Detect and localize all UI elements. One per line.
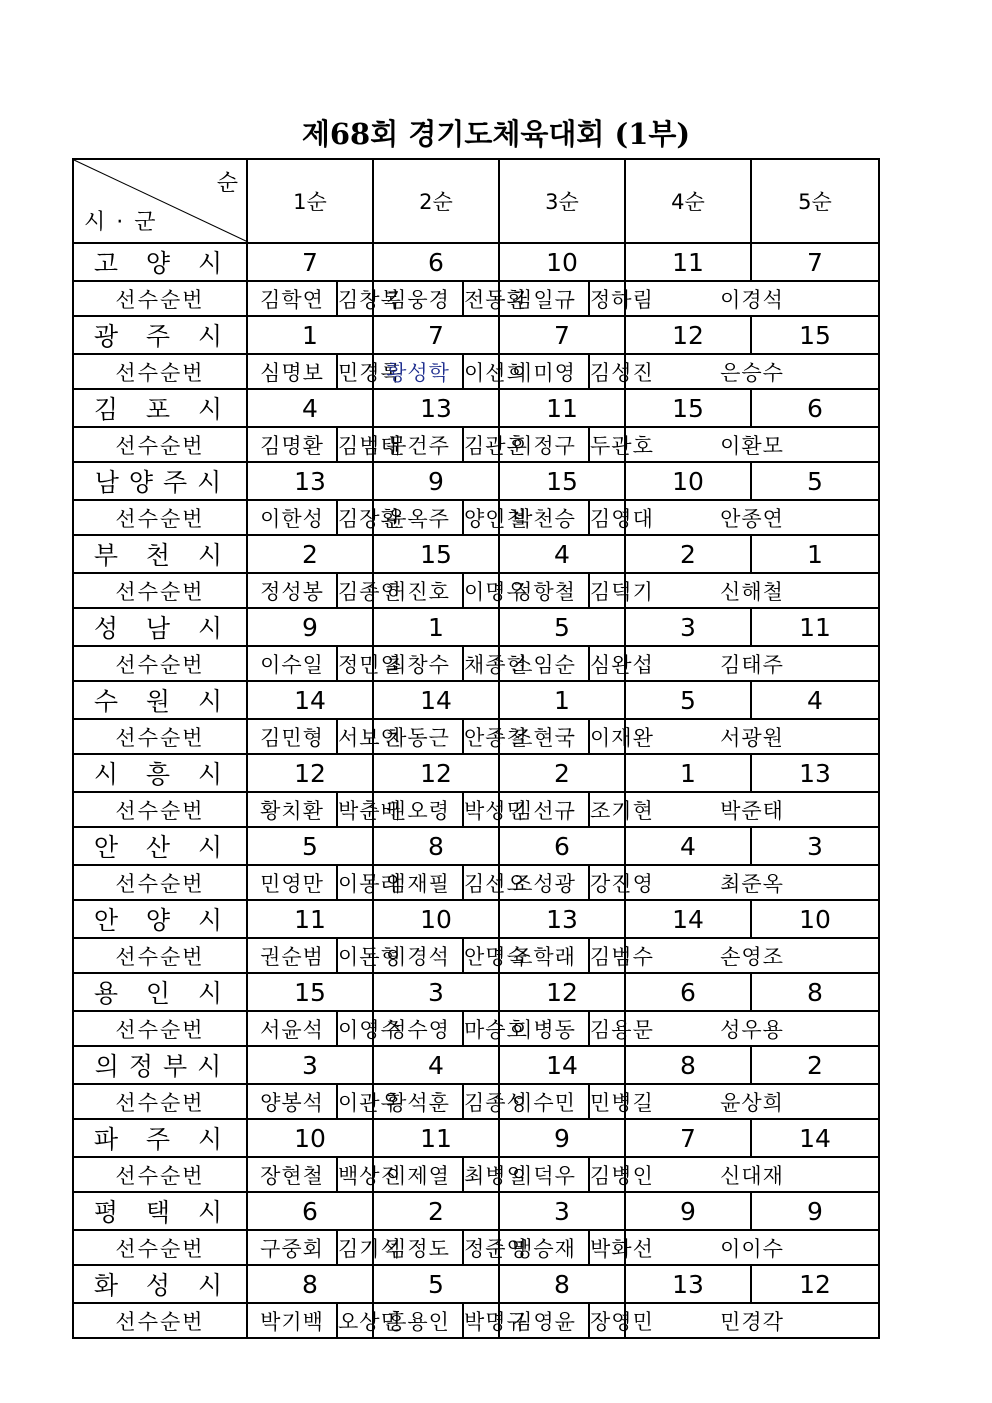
city-number-row xyxy=(73,462,879,500)
round-number: 10 xyxy=(373,900,499,938)
player-order-label: 선수순번 xyxy=(73,719,247,754)
player-name: 김웅경 xyxy=(373,281,463,316)
player-name: 장현철 xyxy=(247,1157,337,1192)
city-name: 고 양 시 xyxy=(73,243,247,281)
player-name: 성우용 xyxy=(625,1011,879,1046)
player-name: 윤상희 xyxy=(625,1084,879,1119)
round-number: 7 xyxy=(499,316,625,354)
player-name: 정준영 xyxy=(463,1230,499,1265)
city-name: 성 남 시 xyxy=(73,608,247,646)
player-order-row xyxy=(73,719,879,754)
player-name: 이정구 xyxy=(499,427,589,462)
round-number: 7 xyxy=(247,243,373,281)
player-order-row xyxy=(73,427,879,462)
player-name: 이관우 xyxy=(337,1084,373,1119)
city-number-row xyxy=(73,827,879,865)
round-number: 10 xyxy=(247,1119,373,1157)
player-name: 민경각 xyxy=(625,1303,879,1338)
round-number: 8 xyxy=(373,827,499,865)
player-name: 엄재필 xyxy=(373,865,463,900)
player-name: 손영조 xyxy=(625,938,879,973)
round-number: 4 xyxy=(373,1046,499,1084)
round-number: 8 xyxy=(625,1046,751,1084)
player-name: 정민일 xyxy=(337,646,373,681)
player-order-row xyxy=(73,1011,879,1046)
player-name: 최준옥 xyxy=(625,865,879,900)
player-order-row xyxy=(73,938,879,973)
city-name: 김 포 시 xyxy=(73,389,247,427)
player-order-row xyxy=(73,500,879,535)
player-name: 조현국 xyxy=(499,719,589,754)
city-name: 남양주시 xyxy=(73,462,247,500)
player-name: 이제열 xyxy=(373,1157,463,1192)
player-name: 이돈형 xyxy=(337,938,373,973)
round-number: 10 xyxy=(625,462,751,500)
round-number: 15 xyxy=(625,389,751,427)
player-name: 이명우 xyxy=(463,573,499,608)
round-number: 5 xyxy=(751,462,879,500)
round-number: 8 xyxy=(499,1265,625,1303)
player-name: 이이수 xyxy=(625,1230,879,1265)
round-number: 13 xyxy=(499,900,625,938)
player-name: 권오령 xyxy=(373,792,463,827)
round-number: 2 xyxy=(373,1192,499,1230)
player-name: 문건주 xyxy=(373,427,463,462)
player-name: 신대재 xyxy=(625,1157,879,1192)
round-number: 13 xyxy=(247,462,373,500)
round-number: 7 xyxy=(625,1119,751,1157)
round-number: 7 xyxy=(373,316,499,354)
player-order-row xyxy=(73,646,879,681)
player-name: 조학래 xyxy=(499,938,589,973)
player-name: 정하림 xyxy=(589,281,625,316)
round-number: 13 xyxy=(751,754,879,792)
city-name: 안 산 시 xyxy=(73,827,247,865)
round-number: 3 xyxy=(499,1192,625,1230)
round-number: 1 xyxy=(247,316,373,354)
player-name: 은승수 xyxy=(625,354,879,389)
player-name: 김명환 xyxy=(247,427,337,462)
player-name: 소임순 xyxy=(499,646,589,681)
player-name: 권순범 xyxy=(247,938,337,973)
city-number-row xyxy=(73,900,879,938)
player-name: 이재완 xyxy=(589,719,625,754)
corner-round-label: 순 xyxy=(216,171,238,196)
player-order-label: 선수순번 xyxy=(73,573,247,608)
player-order-row xyxy=(73,1157,879,1192)
round-number: 9 xyxy=(625,1192,751,1230)
round-number: 2 xyxy=(751,1046,879,1084)
player-name: 허진호 xyxy=(373,573,463,608)
round-number: 14 xyxy=(625,900,751,938)
round-number: 6 xyxy=(751,389,879,427)
player-name: 김학연 xyxy=(247,281,337,316)
round-number: 13 xyxy=(625,1265,751,1303)
round-number: 13 xyxy=(373,389,499,427)
round-header: 2순 xyxy=(373,159,499,243)
player-name: 조기현 xyxy=(589,792,625,827)
city-number-row xyxy=(73,535,879,573)
round-number: 8 xyxy=(751,973,879,1011)
player-order-label: 선수순번 xyxy=(73,281,247,316)
player-order-label: 선수순번 xyxy=(73,1084,247,1119)
round-number: 6 xyxy=(499,827,625,865)
round-header: 4순 xyxy=(625,159,751,243)
player-order-label: 선수순번 xyxy=(73,1230,247,1265)
round-number: 2 xyxy=(625,535,751,573)
round-number: 9 xyxy=(247,608,373,646)
round-number: 9 xyxy=(373,462,499,500)
round-number: 7 xyxy=(751,243,879,281)
city-name: 부 천 시 xyxy=(73,535,247,573)
player-name: 김범수 xyxy=(589,938,625,973)
player-name: 정성봉 xyxy=(247,573,337,608)
player-name: 김성진 xyxy=(589,354,625,389)
round-number: 6 xyxy=(247,1192,373,1230)
player-name: 김장환 xyxy=(337,500,373,535)
round-number: 11 xyxy=(373,1119,499,1157)
city-number-row xyxy=(73,389,879,427)
player-name: 이몽래 xyxy=(337,865,373,900)
player-name: 조성광 xyxy=(499,865,589,900)
player-name: 안명숙 xyxy=(463,938,499,973)
round-number: 4 xyxy=(751,681,879,719)
round-number: 1 xyxy=(625,754,751,792)
round-number: 15 xyxy=(751,316,879,354)
round-number: 14 xyxy=(751,1119,879,1157)
corner-city-label: 시 · 군 xyxy=(84,210,158,235)
player-name: 김선규 xyxy=(499,792,589,827)
player-name: 윤옥주 xyxy=(373,500,463,535)
player-name: 김용문 xyxy=(589,1011,625,1046)
player-name: 박춘배 xyxy=(337,792,373,827)
round-number: 11 xyxy=(751,608,879,646)
round-number: 12 xyxy=(625,316,751,354)
player-name: 전동환 xyxy=(463,281,499,316)
city-number-row xyxy=(73,1046,879,1084)
round-number: 4 xyxy=(247,389,373,427)
round-number: 5 xyxy=(625,681,751,719)
round-number: 10 xyxy=(499,243,625,281)
player-name: 민병길 xyxy=(589,1084,625,1119)
page-title: 제68회 경기도체육대회 (1부) xyxy=(301,117,691,151)
player-name: 최창수 xyxy=(373,646,463,681)
player-name: 강진영 xyxy=(589,865,625,900)
player-order-label: 선수순번 xyxy=(73,646,247,681)
player-name: 맹승재 xyxy=(499,1230,589,1265)
city-number-row xyxy=(73,973,879,1011)
player-name: 김창복 xyxy=(337,281,373,316)
player-name: 이미영 xyxy=(499,354,589,389)
player-name: 이수민 xyxy=(499,1084,589,1119)
round-number: 14 xyxy=(247,681,373,719)
player-name: 박성민 xyxy=(463,792,499,827)
player-order-label: 선수순번 xyxy=(73,1157,247,1192)
player-name: 오상민 xyxy=(337,1303,373,1338)
round-header: 5순 xyxy=(751,159,879,243)
round-number: 9 xyxy=(751,1192,879,1230)
player-name: 양봉석 xyxy=(247,1084,337,1119)
city-name: 수 원 시 xyxy=(73,681,247,719)
round-number: 11 xyxy=(499,389,625,427)
player-name: 두관호 xyxy=(589,427,625,462)
player-name: 김종성 xyxy=(463,1084,499,1119)
player-order-label: 선수순번 xyxy=(73,500,247,535)
city-name: 용 인 시 xyxy=(73,973,247,1011)
city-number-row xyxy=(73,316,879,354)
player-name: 김선오 xyxy=(463,865,499,900)
player-name: 김병인 xyxy=(589,1157,625,1192)
player-name: 이환모 xyxy=(625,427,879,462)
player-name: 장영민 xyxy=(589,1303,625,1338)
player-order-label: 선수순번 xyxy=(73,354,247,389)
round-number: 12 xyxy=(751,1265,879,1303)
round-number: 12 xyxy=(247,754,373,792)
player-name: 이수일 xyxy=(247,646,337,681)
player-name: 박명규 xyxy=(463,1303,499,1338)
round-number: 12 xyxy=(499,973,625,1011)
player-name: 최병일 xyxy=(463,1157,499,1192)
player-name: 황석훈 xyxy=(373,1084,463,1119)
round-header: 1순 xyxy=(247,159,373,243)
player-name: 김일규 xyxy=(499,281,589,316)
player-name: 채종헌 xyxy=(463,646,499,681)
header-row xyxy=(73,159,879,243)
round-number: 11 xyxy=(247,900,373,938)
player-name: 마승호 xyxy=(463,1011,499,1046)
city-name: 광 주 시 xyxy=(73,316,247,354)
player-name: 양인철 xyxy=(463,500,499,535)
city-number-row xyxy=(73,243,879,281)
round-number: 3 xyxy=(751,827,879,865)
player-name: 김정도 xyxy=(373,1230,463,1265)
city-number-row xyxy=(73,1192,879,1230)
player-order-label: 선수순번 xyxy=(73,865,247,900)
player-name: 심명보 xyxy=(247,354,337,389)
city-name: 평 택 시 xyxy=(73,1192,247,1230)
player-name: 김덕기 xyxy=(589,573,625,608)
player-order-row xyxy=(73,1084,879,1119)
player-order-row xyxy=(73,865,879,900)
player-name: 이경석 xyxy=(625,281,879,316)
player-name: 김범태 xyxy=(337,427,373,462)
city-name: 안 양 시 xyxy=(73,900,247,938)
round-number: 5 xyxy=(373,1265,499,1303)
round-number: 1 xyxy=(751,535,879,573)
round-number: 5 xyxy=(499,608,625,646)
round-number: 1 xyxy=(373,608,499,646)
round-number: 4 xyxy=(499,535,625,573)
player-name: 안종철 xyxy=(463,719,499,754)
player-name: 김관훈 xyxy=(463,427,499,462)
player-name: 김기석 xyxy=(337,1230,373,1265)
round-number: 14 xyxy=(373,681,499,719)
player-name: 정수영 xyxy=(373,1011,463,1046)
player-name: 서광원 xyxy=(625,719,879,754)
player-order-row xyxy=(73,354,879,389)
player-name: 김종인 xyxy=(337,573,373,608)
round-number: 5 xyxy=(247,827,373,865)
player-name: 이영수 xyxy=(337,1011,373,1046)
player-order-label: 선수순번 xyxy=(73,427,247,462)
city-number-row xyxy=(73,1265,879,1303)
city-number-row xyxy=(73,1119,879,1157)
player-name: 안종연 xyxy=(625,500,879,535)
player-order-label: 선수순번 xyxy=(73,1011,247,1046)
player-order-label: 선수순번 xyxy=(73,1303,247,1338)
player-order-row xyxy=(73,281,879,316)
round-header: 3순 xyxy=(499,159,625,243)
player-name: 김영윤 xyxy=(499,1303,589,1338)
round-number: 15 xyxy=(499,462,625,500)
player-name: 차동근 xyxy=(373,719,463,754)
round-number: 2 xyxy=(499,754,625,792)
player-name: 김영대 xyxy=(589,500,625,535)
round-number: 3 xyxy=(373,973,499,1011)
round-number: 2 xyxy=(247,535,373,573)
city-number-row xyxy=(73,754,879,792)
player-order-row xyxy=(73,1303,879,1338)
round-number: 9 xyxy=(499,1119,625,1157)
player-name: 구중회 xyxy=(247,1230,337,1265)
player-name: 정항철 xyxy=(499,573,589,608)
city-name: 화 성 시 xyxy=(73,1265,247,1303)
player-name: 이한성 xyxy=(247,500,337,535)
player-order-label: 선수순번 xyxy=(73,792,247,827)
round-number: 8 xyxy=(247,1265,373,1303)
round-number: 11 xyxy=(625,243,751,281)
round-number: 15 xyxy=(373,535,499,573)
player-name: 백상진 xyxy=(337,1157,373,1192)
city-number-row xyxy=(73,681,879,719)
round-number: 6 xyxy=(625,973,751,1011)
player-name: 박기백 xyxy=(247,1303,337,1338)
round-number: 4 xyxy=(625,827,751,865)
player-name: 신해철 xyxy=(625,573,879,608)
player-name: 박천승 xyxy=(499,500,589,535)
city-name: 파 주 시 xyxy=(73,1119,247,1157)
player-name: 서윤석 xyxy=(247,1011,337,1046)
player-name: 서보언 xyxy=(337,719,373,754)
player-name: 이병동 xyxy=(499,1011,589,1046)
round-number: 12 xyxy=(373,754,499,792)
player-order-row xyxy=(73,573,879,608)
player-order-row xyxy=(73,1230,879,1265)
round-number: 14 xyxy=(499,1046,625,1084)
player-name: 황치환 xyxy=(247,792,337,827)
city-name: 의정부시 xyxy=(73,1046,247,1084)
round-number: 3 xyxy=(247,1046,373,1084)
corner-cell xyxy=(73,159,247,243)
draft-order-table xyxy=(72,158,880,1339)
player-name: 홍용인 xyxy=(373,1303,463,1338)
player-name: 민경록 xyxy=(337,354,373,389)
round-number: 3 xyxy=(625,608,751,646)
player-name: 김태주 xyxy=(625,646,879,681)
player-name: 심완섭 xyxy=(589,646,625,681)
round-number: 10 xyxy=(751,900,879,938)
player-order-row xyxy=(73,792,879,827)
round-number: 15 xyxy=(247,973,373,1011)
round-number: 6 xyxy=(373,243,499,281)
player-name: 박화선 xyxy=(589,1230,625,1265)
player-order-label: 선수순번 xyxy=(73,938,247,973)
city-number-row xyxy=(73,608,879,646)
player-name: 이덕우 xyxy=(499,1157,589,1192)
city-name: 시 흥 시 xyxy=(73,754,247,792)
player-name: 민영만 xyxy=(247,865,337,900)
player-name: 황성학 xyxy=(373,354,463,389)
player-name: 이선희 xyxy=(463,354,499,389)
player-name: 김민형 xyxy=(247,719,337,754)
player-name: 이경석 xyxy=(373,938,463,973)
player-name: 박준태 xyxy=(625,792,879,827)
round-number: 1 xyxy=(499,681,625,719)
